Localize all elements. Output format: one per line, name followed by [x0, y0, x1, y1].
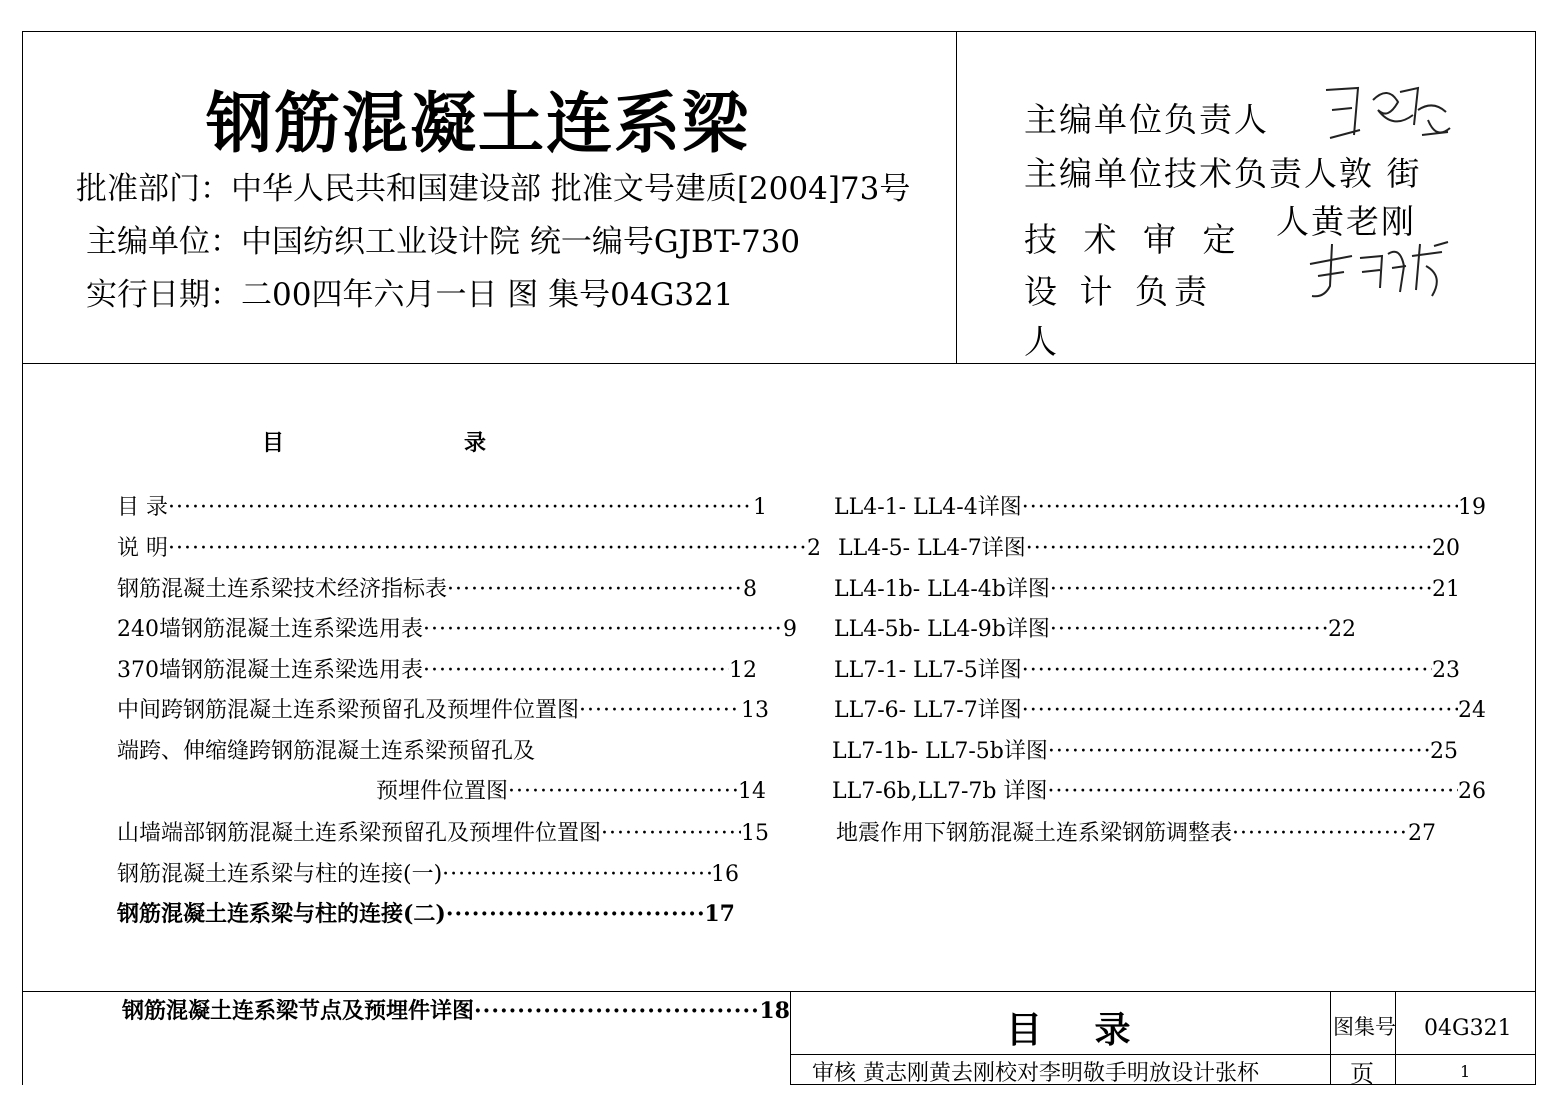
editor-line: 主编单位：中国纺织工业设计院 统一编号GJBT-730 [86, 224, 801, 260]
toc-entry[interactable]: 370墙钢筋混凝土连系梁选用表 ····· 12 [117, 653, 757, 684]
frame-right [1535, 31, 1536, 1085]
review-label: 技 术 审 定 [1024, 220, 1244, 259]
toc-entry[interactable]: 钢筋混凝土连系梁技术经济指标表 ····· 8 [117, 572, 757, 603]
toc-entry[interactable]: 钢筋混凝土连系梁与柱的连接(二) ····· 17 [117, 897, 735, 928]
document-title: 钢筋混凝土连系梁 [206, 84, 750, 162]
titleblock-col1 [1330, 991, 1331, 1085]
toc-entry[interactable]: LL4-5b- LL4-9b详图 ····· 22 [834, 612, 1356, 643]
footer-top-line [22, 991, 1536, 992]
toc-entry[interactable]: LL4-1b- LL4-4b详图 ····· 21 [834, 572, 1460, 603]
toc-entry[interactable]: LL7-6b,LL7-7b 详图 ····· 26 [832, 774, 1486, 805]
toc-heading-right: 录 [464, 430, 487, 456]
staff-line: 审核 黄志刚黄去刚校对李明敬手明放设计张杯 [812, 1061, 1259, 1086]
toc-heading-left: 目 [262, 430, 285, 456]
header-divider-horizontal [22, 363, 1536, 364]
toc-entry[interactable]: 端跨、伸缩缝跨钢筋混凝土连系梁预留孔及 [117, 739, 536, 764]
date-line: 实行日期：二00四年六月一日 图 集号04G321 [86, 277, 734, 313]
page-label: 页 [1350, 1060, 1374, 1088]
frame-left [22, 31, 23, 1085]
frame-top [22, 31, 1536, 32]
atlas-label: 图集号 [1333, 1015, 1396, 1039]
toc-entry[interactable]: 预埋件位置图 ····· 14 [376, 774, 766, 805]
chief-label: 主编单位负责人 [1024, 100, 1269, 139]
signature-chief-image [1318, 80, 1458, 150]
toc-entry[interactable]: LL7-6- LL7-7详图 ····· 24 [834, 693, 1486, 724]
toc-entry[interactable]: LL4-5- LL4-7详图 ····· 20 [838, 531, 1460, 562]
toc-entry[interactable]: 钢筋混凝土连系梁节点及预埋件详图 ····· 18 [122, 994, 790, 1025]
toc-entry[interactable]: 中间跨钢筋混凝土连系梁预留孔及预埋件位置图 ····· 13 [117, 693, 769, 724]
tech-chief-name: 人黄老刚 [1276, 202, 1416, 241]
toc-entry[interactable]: 240墙钢筋混凝土连系梁选用表 ····· 9 [117, 612, 797, 643]
tech-chief-label: 主编单位技术负责人敦 街 [1024, 154, 1422, 193]
design-label: 设 计 负责 [1024, 272, 1213, 311]
header-divider-vertical [956, 31, 957, 363]
toc-entry[interactable]: 地震作用下钢筋混凝土连系梁钢筋调整表 ····· 27 [836, 816, 1436, 847]
toc-entry[interactable]: LL7-1- LL7-5详图 ····· 23 [834, 653, 1460, 684]
titleblock-left [790, 991, 791, 1085]
atlas-value: 04G321 [1424, 1016, 1512, 1041]
toc-entry[interactable]: LL7-1b- LL7-5b详图 ····· 25 [832, 734, 1458, 765]
toc-entry[interactable]: LL4-1- LL4-4详图 ····· 19 [834, 490, 1486, 521]
titleblock-title: 目 录 [1006, 1009, 1151, 1051]
titleblock-mid [790, 1054, 1536, 1055]
toc-entry[interactable]: 钢筋混凝土连系梁与柱的连接(一) ····· 16 [117, 857, 739, 888]
design-label-cont: 人 [1024, 322, 1059, 361]
signature-review-image [1304, 236, 1454, 308]
approval-line: 批准部门：中华人民共和国建设部 批准文号建质[2004]73号 [76, 171, 911, 207]
toc-entry[interactable]: 目 录 ····· 1 [117, 490, 767, 521]
page-value: 1 [1460, 1062, 1471, 1081]
toc-entry[interactable]: 山墙端部钢筋混凝土连系梁预留孔及预埋件位置图 ····· 15 [117, 816, 769, 847]
toc-entry[interactable]: 说 明 ····· 2 [117, 531, 821, 562]
